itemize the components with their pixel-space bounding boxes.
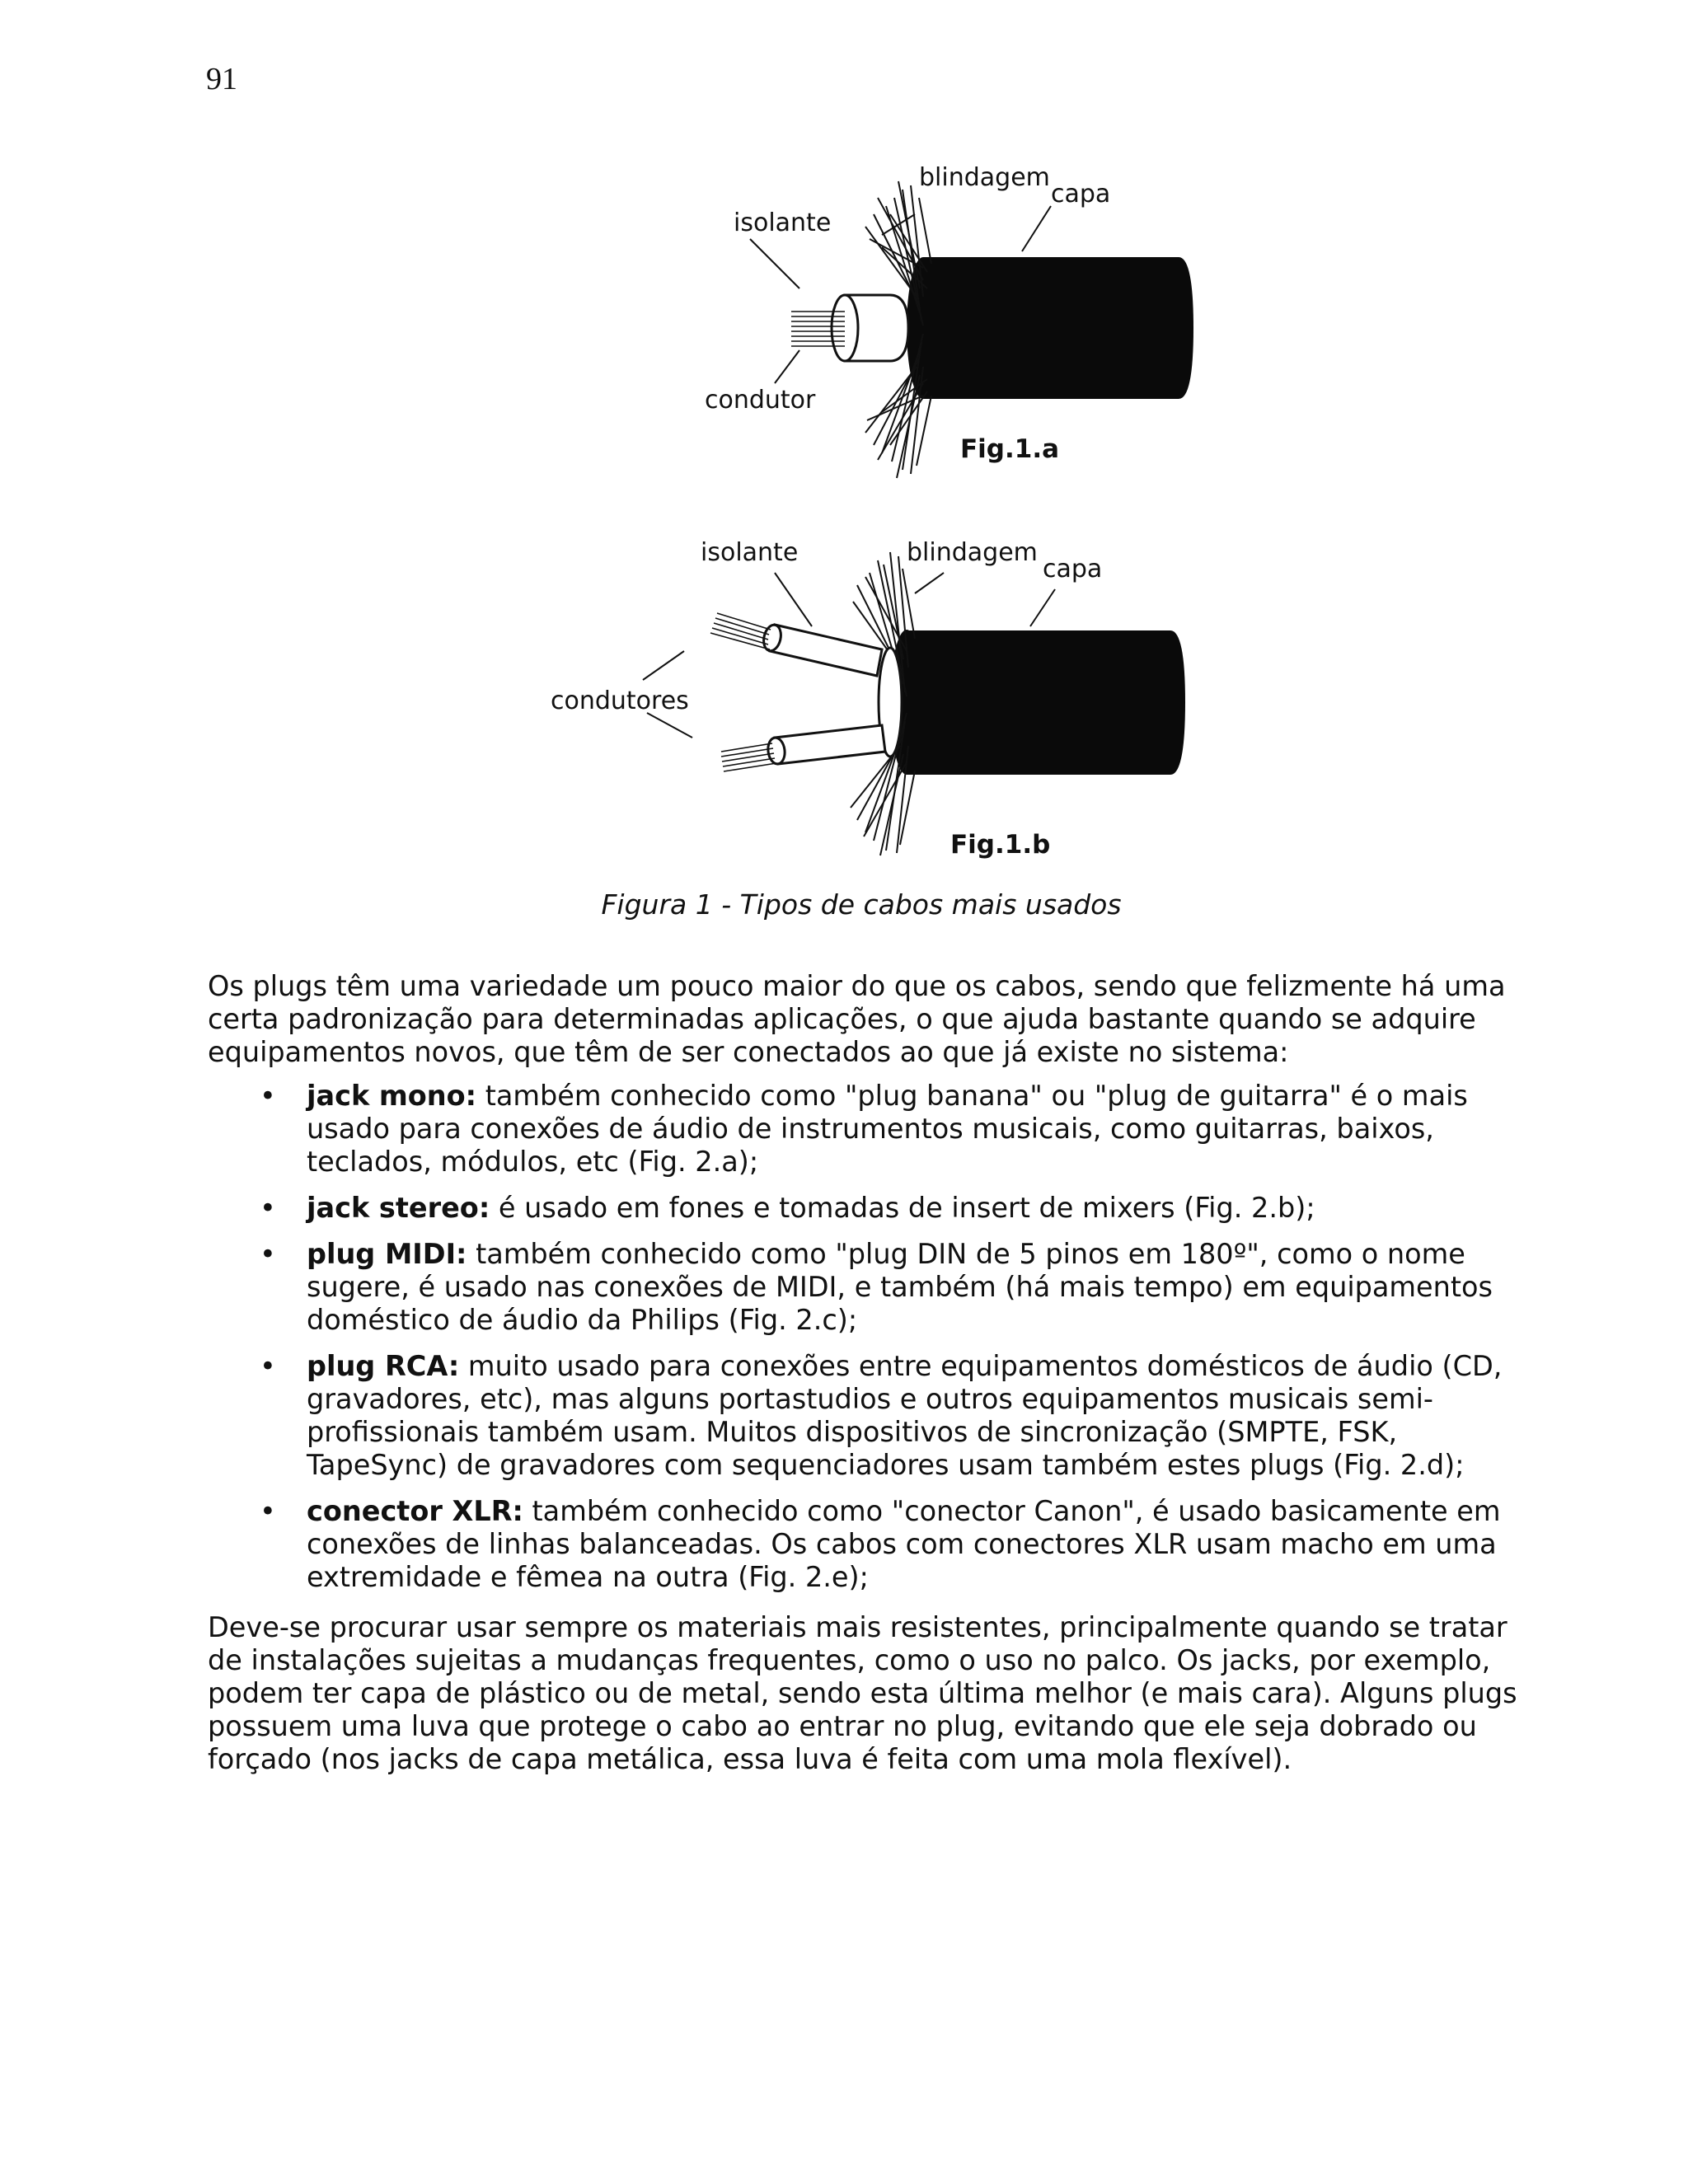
page-number: 91: [206, 62, 237, 96]
figure-1b-tag: Fig.1.b: [950, 830, 1051, 860]
bullet-icon: •: [260, 1238, 276, 1270]
figure-1a-coaxial-cable: [676, 148, 1220, 494]
label-condutores: condutores: [551, 687, 689, 715]
coaxial-cable-illustration: [676, 148, 1220, 494]
list-item-text: também conhecido como "plug banana" ou "plug de guitarra" é o mais usado para conexões de áudio de instrumentos musicais, como guitarras, baixos, teclados, módulos, etc (Fig. 2.a);: [307, 1080, 1468, 1178]
label-capa: capa: [1051, 180, 1111, 209]
intro-paragraph: Os plugs têm uma variedade um pouco maior do que os cabos, sendo que felizmente há uma certa padronização para determinadas aplicações, o que ajuda bastante quando se adquire equipamentos novos, que têm de ser conectados ao que já existe no sistema:: [208, 970, 1506, 1068]
label-condutor: condutor: [705, 386, 816, 415]
list-item-term: jack stereo:: [307, 1192, 490, 1224]
list-item-text: é usado em fones e tomadas de insert de mixers (Fig. 2.b);: [490, 1192, 1315, 1224]
list-item-term: conector XLR:: [307, 1495, 523, 1527]
cable-jacket: [907, 630, 1185, 775]
closing-paragraph: Deve-se procurar usar sempre os materiais mais resistentes, principalmente quando se tratar de instalações sujeitas a mudanças frequentes, como o uso no palco. Os jacks, por exemplo, podem ter capa de plástico ou de metal, sendo esta última melhor (e mais cara). Alguns plugs possuem uma luva que protege o cabo ao entrar no plug, evitando que ele seja dobrado ou forçado (nos jacks de capa metálica, essa luva é feita com uma mola flexível).: [208, 1611, 1517, 1775]
list-item: [260, 1238, 1526, 1337]
list-item: [260, 1495, 1526, 1594]
figure-1b-balanced-cable: [528, 527, 1220, 874]
bullet-icon: •: [260, 1495, 276, 1527]
label-blindagem: blindagem: [907, 538, 1038, 567]
plug-types-list: [260, 1080, 1526, 1607]
list-item-text: também conhecido como "conector Canon", é usado basicamente em conexões de linhas balanceadas. Os cabos com conectores XLR usam macho em uma extremidade e fêmea na outra (Fig. 2.e);: [307, 1495, 1501, 1593]
lower-insulator: [775, 725, 885, 764]
list-item: [260, 1080, 1526, 1179]
upper-insulator: [770, 625, 882, 676]
balanced-cable-illustration: [528, 527, 1220, 874]
list-item-text: também conhecido como "plug DIN de 5 pinos em 180º", como o nome sugere, é usado nas conexões de MIDI, e também (há mais tempo) em equipamentos doméstico de áudio da Philips (Fig. 2.c);: [307, 1238, 1493, 1336]
bullet-icon: •: [260, 1080, 276, 1112]
list-item-term: plug RCA:: [307, 1350, 460, 1382]
cable-jacket: [923, 257, 1193, 399]
figure-caption: Figura 1 - Tipos de cabos mais usados: [601, 888, 1122, 921]
list-item-term: jack mono:: [307, 1080, 477, 1112]
bullet-icon: •: [260, 1350, 276, 1382]
bullet-icon: •: [260, 1192, 276, 1224]
list-item: [260, 1192, 1526, 1225]
list-item: [260, 1350, 1526, 1482]
label-capa: capa: [1043, 555, 1103, 583]
label-blindagem: blindagem: [919, 163, 1050, 192]
list-item-term: plug MIDI:: [307, 1238, 467, 1270]
list-item-text: muito usado para conexões entre equipamentos domésticos de áudio (CD, gravadores, etc), mas alguns portastudios e outros equipamentos musicais semi-profissionais também usam. Muitos dispositivos de sincronização (SMPTE, FSK, TapeSync) de gravadores com sequenciadores usam também estes plugs (Fig. 2.d);: [307, 1350, 1503, 1481]
label-isolante: isolante: [734, 209, 832, 237]
figure-1a-tag: Fig.1.a: [960, 434, 1060, 464]
label-isolante: isolante: [701, 538, 799, 567]
